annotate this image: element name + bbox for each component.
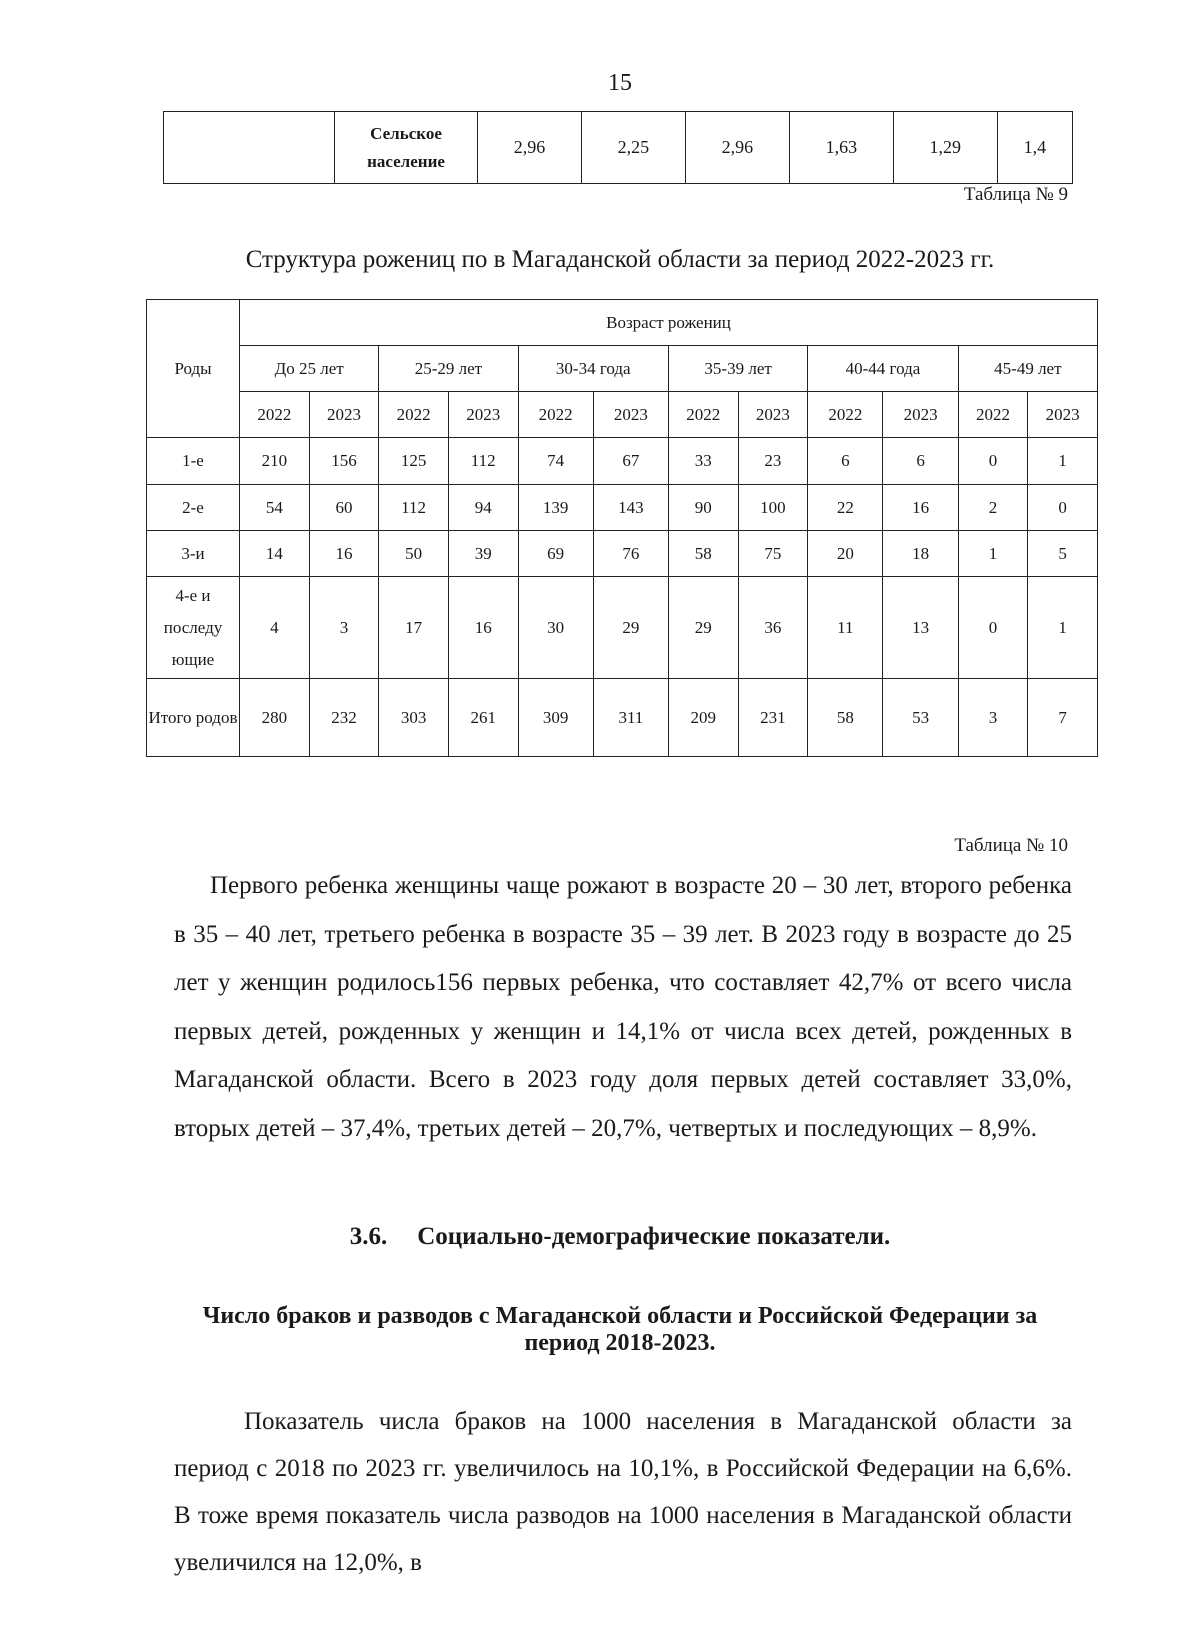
table-caption-10: Таблица № 10	[954, 835, 1068, 856]
year-header: 2023	[448, 392, 518, 438]
table-cell: 6	[883, 438, 958, 485]
table-cell: 125	[379, 438, 449, 485]
rural-population-table	[163, 111, 1073, 184]
table-cell: 0	[958, 438, 1028, 485]
table-cell: 58	[808, 679, 883, 757]
age-group: 45-49 лет	[958, 346, 1097, 392]
table-cell: 156	[309, 438, 379, 485]
year-header: 2023	[1028, 392, 1098, 438]
table-title: Структура рожениц по в Магаданской области за период 2022-2023 гг.	[245, 246, 995, 273]
table-cell: 7	[1028, 679, 1098, 757]
table-cell: 67	[593, 438, 668, 485]
row-label: Итого родов	[147, 679, 240, 757]
rodi-header: Роды	[147, 300, 240, 438]
table-cell: 29	[593, 577, 668, 679]
row-label: 4-е и последу ющие	[147, 577, 240, 679]
age-group: До 25 лет	[240, 346, 379, 392]
table-cell: 58	[669, 531, 739, 577]
table-cell: 18	[883, 531, 958, 577]
table-cell: 2	[958, 485, 1028, 531]
table-cell: 39	[448, 531, 518, 577]
table-cell: 33	[669, 438, 739, 485]
age-group: 35-39 лет	[669, 346, 808, 392]
table-cell: 54	[240, 485, 310, 531]
age-group: 40-44 года	[808, 346, 958, 392]
table-cell: 261	[448, 679, 518, 757]
table-cell: 69	[518, 531, 593, 577]
table-cell: 2,96	[685, 112, 789, 184]
table-cell: 11	[808, 577, 883, 679]
year-header: 2022	[518, 392, 593, 438]
paragraph-births: Первого ребенка женщины чаще рожают в возрасте 20 – 30 лет, второго ребенка в 35 – 40 лет, третьего ребенка в возрасте 35 – 39 лет. В 2023 году в возрасте до 25 лет у женщин родилось156 первых ребенка, что составляет 42,7% от всего числа первых детей, рожденных у женщин и 14,1% от числа всех детей, рожденных в Магаданской области. Всего в 2023 году доля первых детей составляет 33,0%, вторых детей – 37,4%, третьих детей – 20,7%, четвертых и последующих – 8,9%.	[174, 872, 1072, 1142]
table-cell: 209	[669, 679, 739, 757]
table-cell: 309	[518, 679, 593, 757]
table-cell: 76	[593, 531, 668, 577]
table-cell: 17	[379, 577, 449, 679]
age-header: Возраст рожениц	[240, 300, 1098, 346]
table-cell: 94	[448, 485, 518, 531]
table-row	[147, 577, 1098, 679]
header-row	[147, 300, 1098, 346]
sub-title: Число браков и разводов с Магаданской области и Российской Федерации за период 2018-2023.	[202, 1303, 1038, 1356]
table-cell: 0	[958, 577, 1028, 679]
age-group: 30-34 года	[518, 346, 668, 392]
table-cell: 1,63	[789, 112, 893, 184]
table-row	[164, 112, 1073, 184]
table-cell: 112	[379, 485, 449, 531]
section-title	[0, 1223, 1200, 1251]
table-cell: 1,4	[997, 112, 1072, 184]
table-row	[147, 485, 1098, 531]
table-cell: 1	[1028, 438, 1098, 485]
table-cell: 16	[448, 577, 518, 679]
table-cell: 1	[1028, 577, 1098, 679]
year-header: 2022	[240, 392, 310, 438]
table-cell: 60	[309, 485, 379, 531]
table-cell: 303	[379, 679, 449, 757]
year-header: 2022	[808, 392, 883, 438]
row-label: Сельское население	[335, 112, 478, 184]
table-cell: 90	[669, 485, 739, 531]
table-cell: 13	[883, 577, 958, 679]
row-label: 2-е	[147, 485, 240, 531]
table-cell: 75	[738, 531, 808, 577]
table-cell: 139	[518, 485, 593, 531]
table-cell: 22	[808, 485, 883, 531]
table-cell: 3	[958, 679, 1028, 757]
year-header: 2022	[669, 392, 739, 438]
page-number: 15	[608, 70, 632, 96]
table-cell: 16	[883, 485, 958, 531]
table-cell: 4	[240, 577, 310, 679]
year-header: 2023	[309, 392, 379, 438]
table-cell: 232	[309, 679, 379, 757]
table-cell: 53	[883, 679, 958, 757]
table-cell: 30	[518, 577, 593, 679]
table-cell: 23	[738, 438, 808, 485]
table-row	[147, 679, 1098, 757]
age-group: 25-29 лет	[379, 346, 518, 392]
table-caption-9: Таблица № 9	[963, 184, 1068, 205]
row-label: 1-е	[147, 438, 240, 485]
table-cell: 74	[518, 438, 593, 485]
table-cell: 36	[738, 577, 808, 679]
year-header: 2023	[883, 392, 958, 438]
year-header: 2022	[379, 392, 449, 438]
year-header: 2022	[958, 392, 1028, 438]
table-cell: 112	[448, 438, 518, 485]
table-cell: 3	[309, 577, 379, 679]
paragraph-marriages: Показатель числа браков на 1000 населения в Магаданской области за период с 2018 по 2023 гг. увеличилось на 10,1%, в Российской Федерации на 6,6%. В тоже время показатель числа разводов на 1000 населения в Магаданской области увеличился на 12,0%, в	[174, 1408, 1072, 1576]
empty-cell	[164, 112, 335, 184]
table-cell: 6	[808, 438, 883, 485]
table-cell: 231	[738, 679, 808, 757]
table-cell: 100	[738, 485, 808, 531]
table-cell: 2,25	[581, 112, 685, 184]
year-header: 2023	[738, 392, 808, 438]
table-cell: 280	[240, 679, 310, 757]
table-cell: 16	[309, 531, 379, 577]
table-cell: 5	[1028, 531, 1098, 577]
table-cell: 1	[958, 531, 1028, 577]
births-structure-table	[146, 299, 1098, 757]
section-title-text: Социально-демографические показатели.	[417, 1223, 891, 1250]
age-groups-row	[147, 346, 1098, 392]
table-row	[147, 531, 1098, 577]
table-cell: 1,29	[893, 112, 997, 184]
table-cell: 210	[240, 438, 310, 485]
row-label: 3-и	[147, 531, 240, 577]
section-number: 3.6.	[349, 1223, 388, 1250]
table-cell: 0	[1028, 485, 1098, 531]
table-cell: 143	[593, 485, 668, 531]
year-header: 2023	[593, 392, 668, 438]
table-cell: 29	[669, 577, 739, 679]
table-cell: 2,96	[478, 112, 582, 184]
table-row	[147, 438, 1098, 485]
table-cell: 311	[593, 679, 668, 757]
table-cell: 20	[808, 531, 883, 577]
table-cell: 50	[379, 531, 449, 577]
table-cell: 14	[240, 531, 310, 577]
years-row	[147, 392, 1098, 438]
